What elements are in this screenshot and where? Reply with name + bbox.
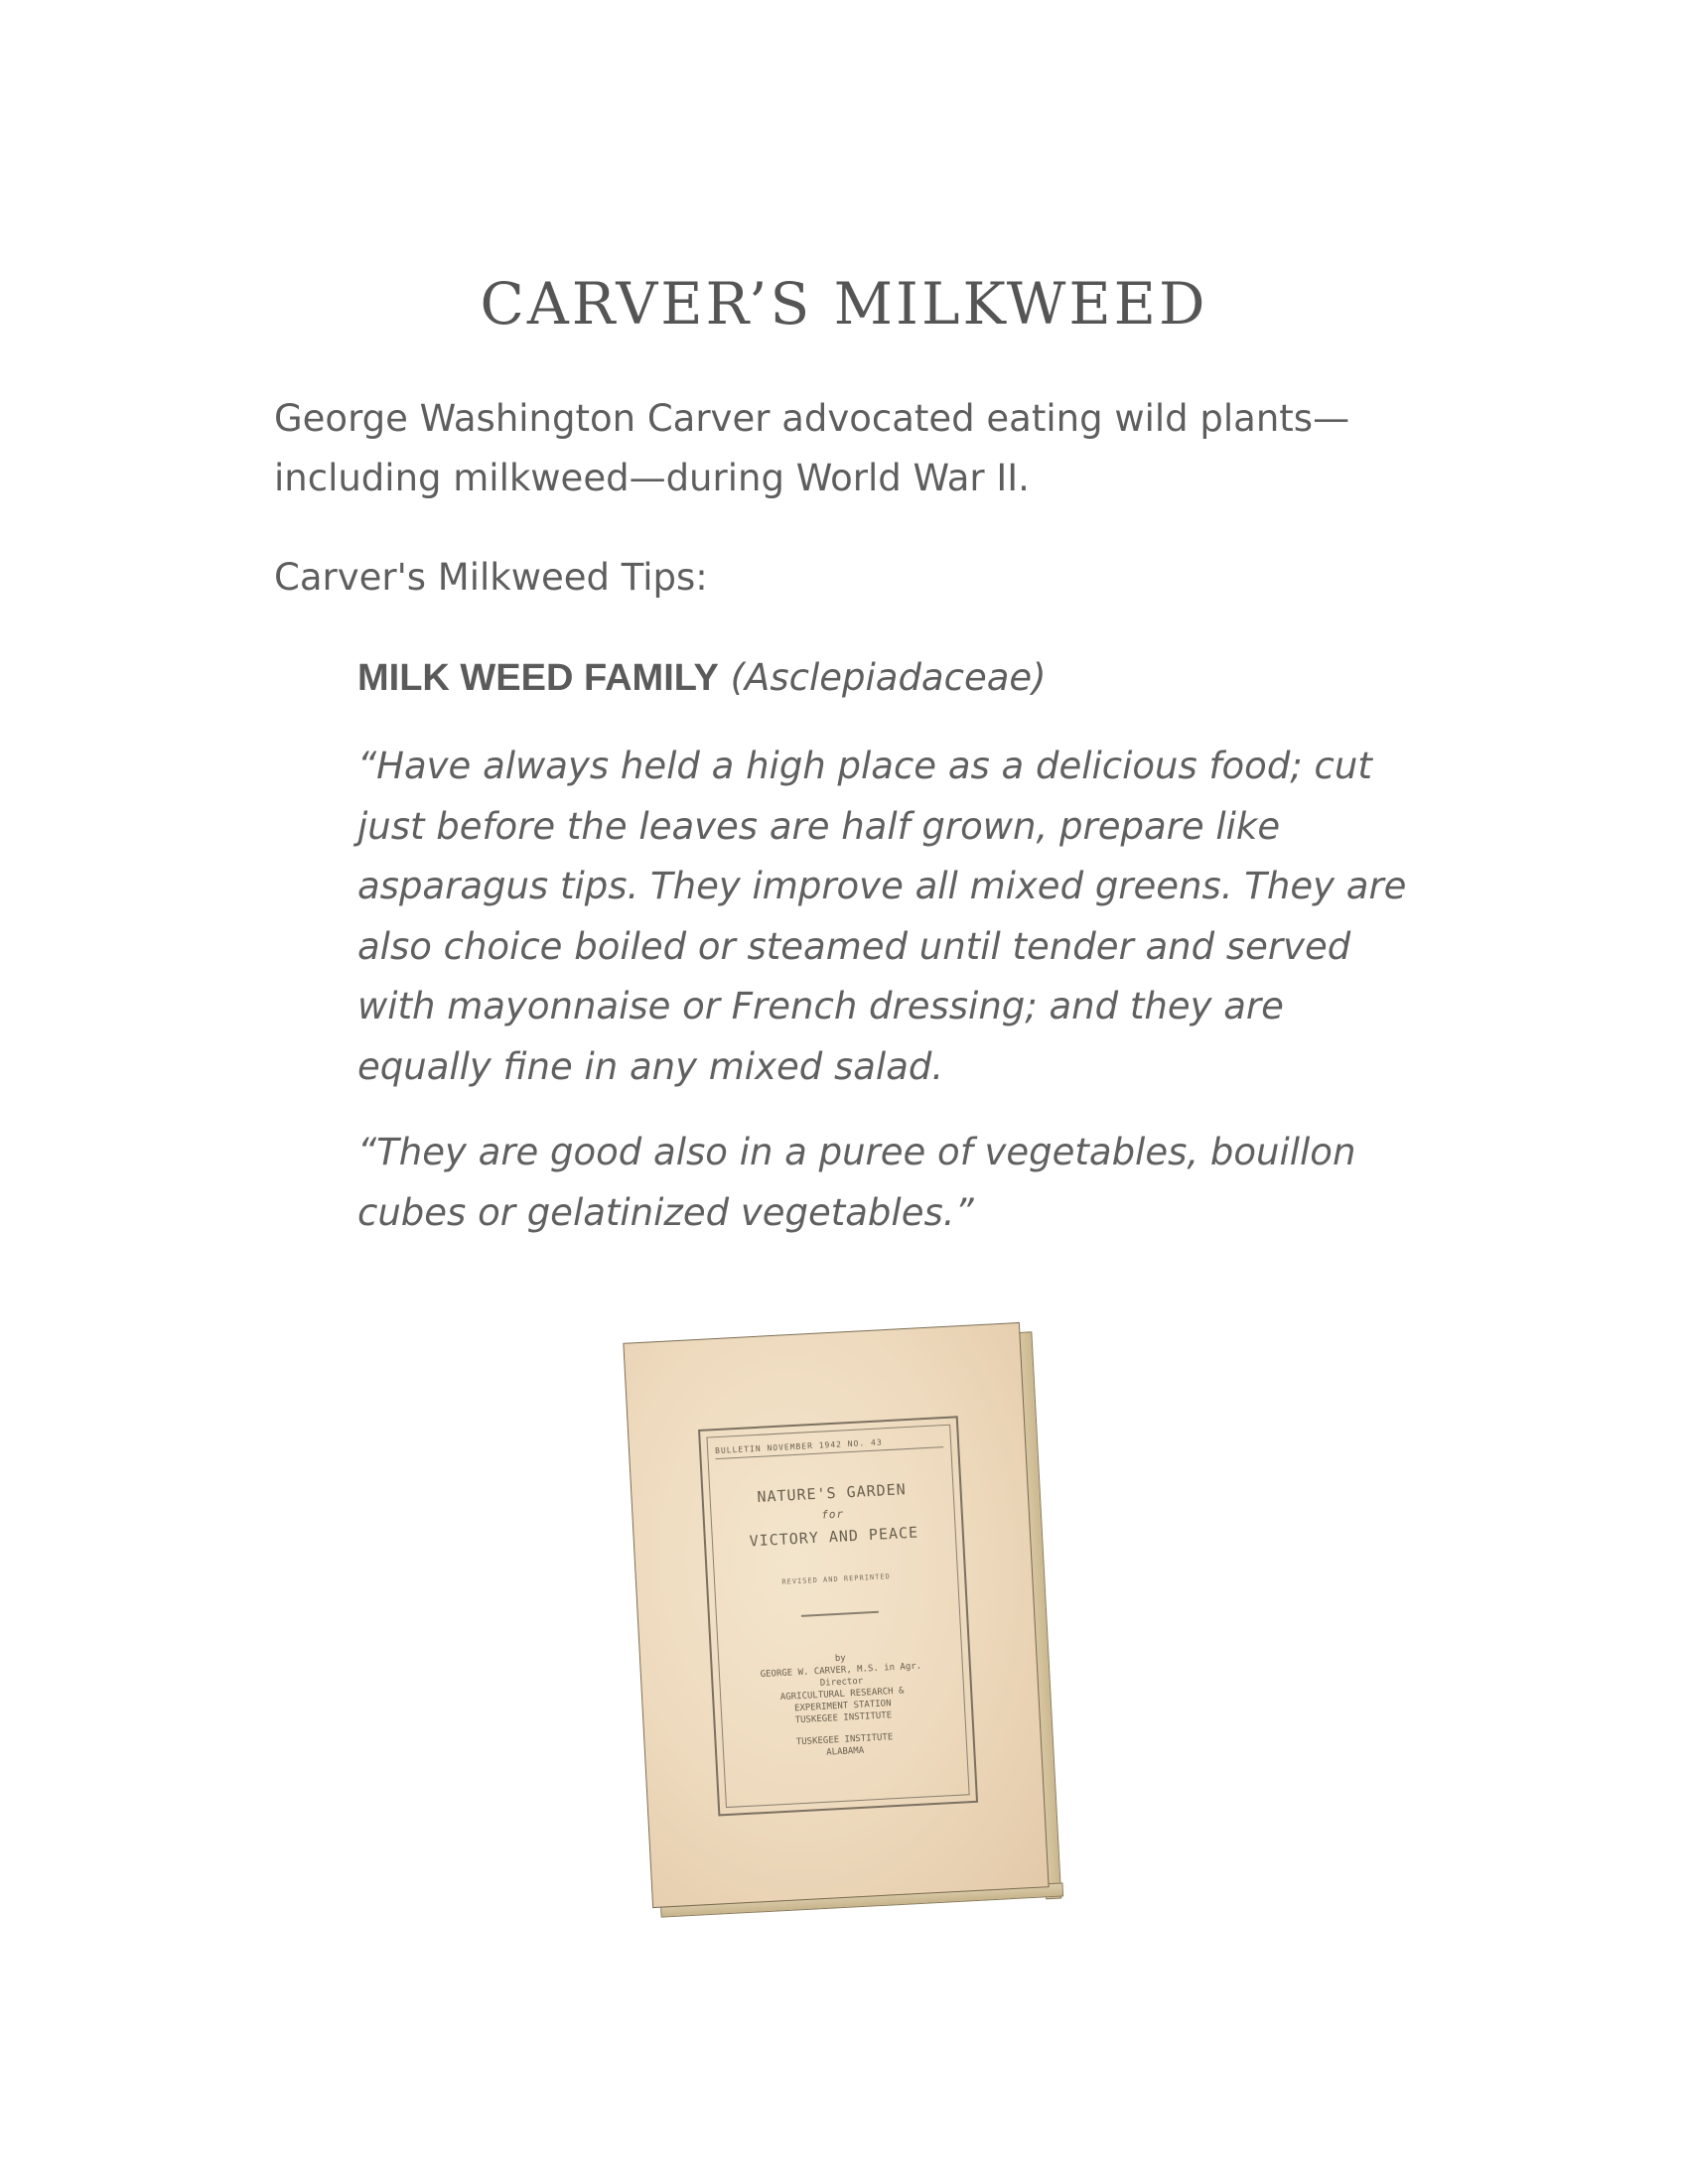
bulletin-title (703, 1475, 962, 1554)
family-latin-name: (Asclepiadaceae) (730, 656, 1047, 699)
tips-label: Carver's Milkweed Tips: (274, 556, 708, 599)
bulletin-title-line-1: NATURE'S GARDEN (756, 1480, 908, 1506)
bulletin-title-line-2: for (820, 1507, 845, 1522)
bulletin-dept-line-2: EXPERIMENT STATION (793, 1699, 892, 1714)
bulletin-header: BULLETIN NOVEMBER 1942 NO. 43 (715, 1434, 943, 1459)
bulletin-subtitle: REVISED AND REPRINTED (781, 1572, 891, 1586)
bulletin-place-line-1: TUSKEGEE INSTITUTE (795, 1732, 894, 1748)
bulletin-dept-line-1: AGRICULTURAL RESEARCH & (779, 1686, 905, 1704)
family-name: MILK WEED FAMILY (357, 657, 719, 699)
family-heading (357, 648, 1047, 708)
bulletin-cover-image (623, 1322, 1049, 1908)
intro-paragraph: George Washington Carver advocated eating wild plants—including milkweed—during World War II. (274, 397, 1350, 499)
bulletin-cover (623, 1322, 1049, 1908)
bulletin-place-line-2: ALABAMA (826, 1745, 865, 1758)
bulletin-author-by: by (834, 1653, 846, 1665)
bulletin-frame (698, 1416, 978, 1816)
bulletin-title-line-3: VICTORY AND PEACE (749, 1523, 919, 1551)
bulletin-author-name: GEORGE W. CARVER, M.S. in Agr. (760, 1661, 922, 1681)
bulletin-author-role: Director (819, 1676, 864, 1689)
page-title: CARVER’S MILKWEED (480, 270, 1208, 338)
bulletin-author (712, 1646, 971, 1730)
bulletin-dept-line-3: TUSKEGEE INSTITUTE (794, 1710, 893, 1726)
quote-paragraph-1: “Have always held a high place as a delicious food; cut just before the leaves are half grown, prepare like asparagus tips. They improve all mixed greens. They are also choice boiled or steamed until tender and served with mayonnaise or French dressing; and they are equally fine in any mixed salad. (357, 745, 1407, 1088)
quote-paragraph-2: “They are good also in a puree of vegetables, bouillon cubes or gelatinized vegetables.” (357, 1131, 1356, 1234)
